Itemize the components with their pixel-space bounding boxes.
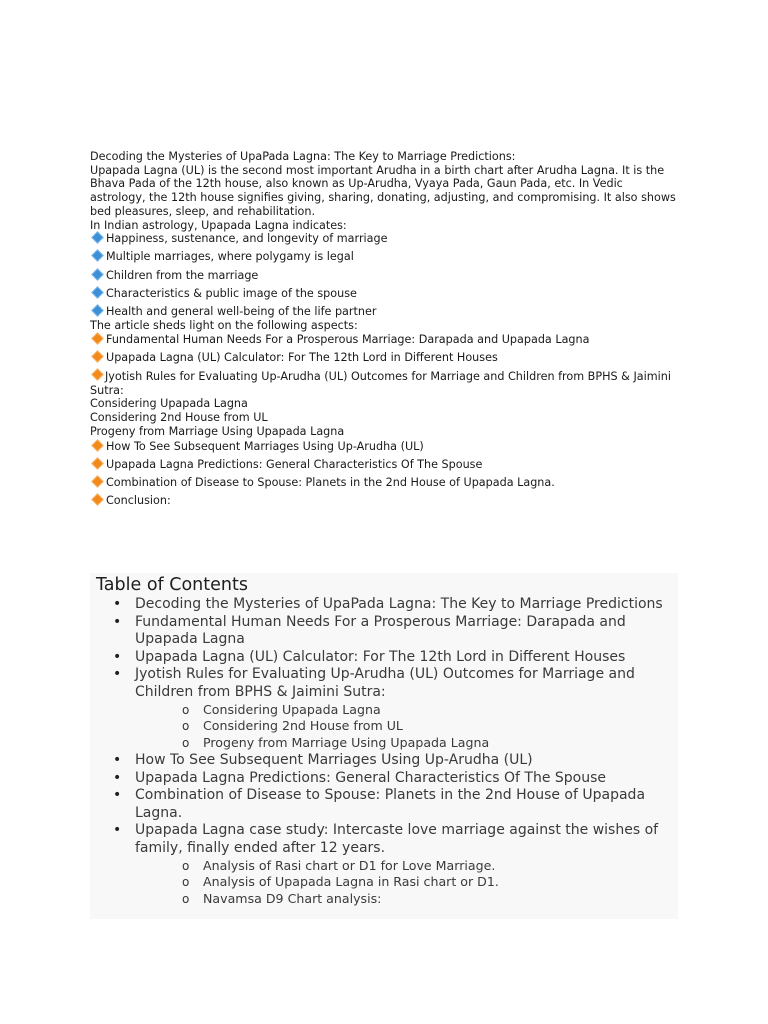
toc-subitem[interactable] (90, 735, 678, 752)
aspect-link[interactable] (90, 440, 680, 458)
toc-item[interactable] (90, 666, 678, 701)
toc-sublist (90, 858, 678, 908)
toc-subitem-label: Analysis of Upapada Lagna in Rasi chart or D1. (203, 874, 499, 890)
toc-title: Table of Contents (96, 575, 248, 595)
blue-diamond-icon (91, 250, 104, 263)
aspect-link-label: Combination of Disease to Spouse: Planets in the 2nd House of Upapada Lagna. (106, 476, 555, 490)
blue-diamond-icon (91, 304, 104, 317)
aspect-link-label: Jyotish Rules for Evaluating Up-Arudha (UL) Outcomes for Marriage and Children from BPHS & Jaimini Sutra: (90, 370, 671, 397)
bullet-icon: • (113, 751, 122, 768)
toc-item[interactable] (90, 822, 678, 857)
toc-subitem-label: Progeny from Marriage Using Upapada Lagna (203, 735, 490, 751)
toc-item[interactable] (90, 649, 678, 667)
toc-sublist (90, 702, 678, 752)
toc-item[interactable] (90, 787, 678, 822)
toc-subitem-label: Considering Upapada Lagna (203, 701, 381, 717)
bullet-icon: • (113, 787, 122, 804)
aspect-link-label: How To See Subsequent Marriages Using Up-Arudha (UL) (106, 439, 424, 453)
aspect-link[interactable] (90, 369, 680, 397)
circle-bullet-icon: o (182, 875, 190, 890)
bullet-icon: • (113, 596, 122, 612)
aspect-link[interactable] (90, 476, 680, 494)
article-intro: Upapada Lagna (UL) is the second most important Arudha in a birth chart after Arudha Lagna. It is the Bhava Pada of the 12th house, also known as Up-Arudha, Vyaya Pada, Gaun Pada, etc. In Vedic astrology, the 12th house signifies giving, sharing, donating, adjusting, and compromising. It also shows bed pleasures, sleep, and rehabilitation. (90, 163, 676, 218)
aspect-link[interactable] (90, 351, 680, 369)
indicates-item-label: Health and general well-being of the life partner (106, 304, 377, 318)
toc-subitem[interactable] (90, 891, 678, 908)
indicates-item-label: Children from the marriage (106, 268, 259, 282)
toc-item[interactable] (90, 596, 678, 614)
article-body (90, 150, 680, 513)
indicates-item (90, 269, 680, 287)
toc-list (90, 596, 678, 702)
circle-bullet-icon: o (182, 736, 190, 751)
indicates-item-label: Happiness, sustenance, and longevity of marriage (106, 232, 388, 246)
toc-list (90, 752, 678, 858)
toc-subitem[interactable] (90, 718, 678, 735)
toc-item-label: Jyotish Rules for Evaluating Up-Arudha (UL) Outcomes for Marriage and Children from BPHS & Jaimini Sutra: (135, 666, 635, 700)
orange-diamond-icon (91, 368, 104, 381)
toc-item-label: Upapada Lagna Predictions: General Characteristics Of The Spouse (135, 769, 607, 786)
toc-subitem[interactable] (90, 702, 678, 719)
aspect-link[interactable] (90, 494, 680, 512)
indicates-item-label: Multiple marriages, where polygamy is legal (106, 250, 354, 264)
plain-line: Progeny from Marriage Using Upapada Lagna (90, 424, 345, 438)
blue-diamond-icon (91, 286, 104, 299)
toc-subitem[interactable] (90, 874, 678, 891)
toc-item[interactable] (90, 770, 678, 788)
table-of-contents (90, 573, 678, 919)
plain-line: Considering Upapada Lagna (90, 397, 248, 411)
orange-diamond-icon (91, 439, 104, 452)
toc-item-label: Decoding the Mysteries of UpaPada Lagna: The Key to Marriage Predictions (135, 596, 663, 612)
aspect-link[interactable] (90, 458, 680, 476)
orange-diamond-icon (91, 350, 104, 363)
toc-item[interactable] (90, 752, 678, 770)
aspect-link[interactable] (90, 333, 680, 351)
circle-bullet-icon: o (182, 892, 190, 907)
aspect-link-label: Upapada Lagna Predictions: General Characteristics Of The Spouse (106, 458, 483, 472)
indicates-item (90, 305, 680, 319)
toc-item-label: Fundamental Human Needs For a Prosperous Marriage: Darapada and Upapada Lagna (135, 613, 626, 648)
orange-diamond-icon (91, 475, 104, 488)
bullet-icon: • (113, 648, 122, 665)
toc-item-label: Upapada Lagna case study: Intercaste love marriage against the wishes of family, finally ended after 12 years. (135, 822, 659, 856)
toc-item[interactable] (90, 614, 678, 649)
indicates-item (90, 232, 680, 250)
toc-subitem-label: Analysis of Rasi chart or D1 for Love Marriage. (203, 857, 496, 873)
bullet-icon: • (113, 769, 122, 786)
toc-subitem-label: Navamsa D9 Chart analysis: (203, 891, 382, 907)
toc-item-label: How To See Subsequent Marriages Using Up-Arudha (UL) (135, 751, 533, 768)
bullet-icon: • (113, 613, 122, 630)
bullet-icon: • (113, 822, 122, 839)
aspect-link-label: Fundamental Human Needs For a Prosperous Marriage: Darapada and Upapada Lagna (106, 332, 590, 346)
toc-item-label: Combination of Disease to Spouse: Planets in the 2nd House of Upapada Lagna. (135, 787, 646, 821)
plain-line: Considering 2nd House from UL (90, 411, 268, 425)
bullet-icon: • (113, 666, 122, 683)
indicates-item (90, 250, 680, 268)
indicates-item (90, 287, 680, 305)
blue-diamond-icon (91, 268, 104, 281)
indicates-item-label: Characteristics & public image of the spouse (106, 286, 357, 300)
aspect-link-label: Upapada Lagna (UL) Calculator: For The 12th Lord in Different Houses (106, 350, 498, 364)
indicates-intro: In Indian astrology, Upapada Lagna indicates: (90, 218, 347, 232)
toc-subitem[interactable] (90, 858, 678, 875)
toc-subitem-label: Considering 2nd House from UL (203, 718, 403, 734)
aspect-link-label: Conclusion: (106, 494, 171, 508)
circle-bullet-icon: o (182, 858, 190, 873)
orange-diamond-icon (91, 332, 104, 345)
circle-bullet-icon: o (182, 719, 190, 734)
aspects-intro: The article sheds light on the following aspects: (90, 318, 358, 332)
toc-item-label: Upapada Lagna (UL) Calculator: For The 12th Lord in Different Houses (135, 648, 626, 665)
blue-diamond-icon (91, 231, 104, 244)
orange-diamond-icon (91, 494, 104, 507)
orange-diamond-icon (91, 457, 104, 470)
circle-bullet-icon: o (182, 702, 190, 717)
article-heading: Decoding the Mysteries of UpaPada Lagna: The Key to Marriage Predictions: (90, 150, 516, 163)
